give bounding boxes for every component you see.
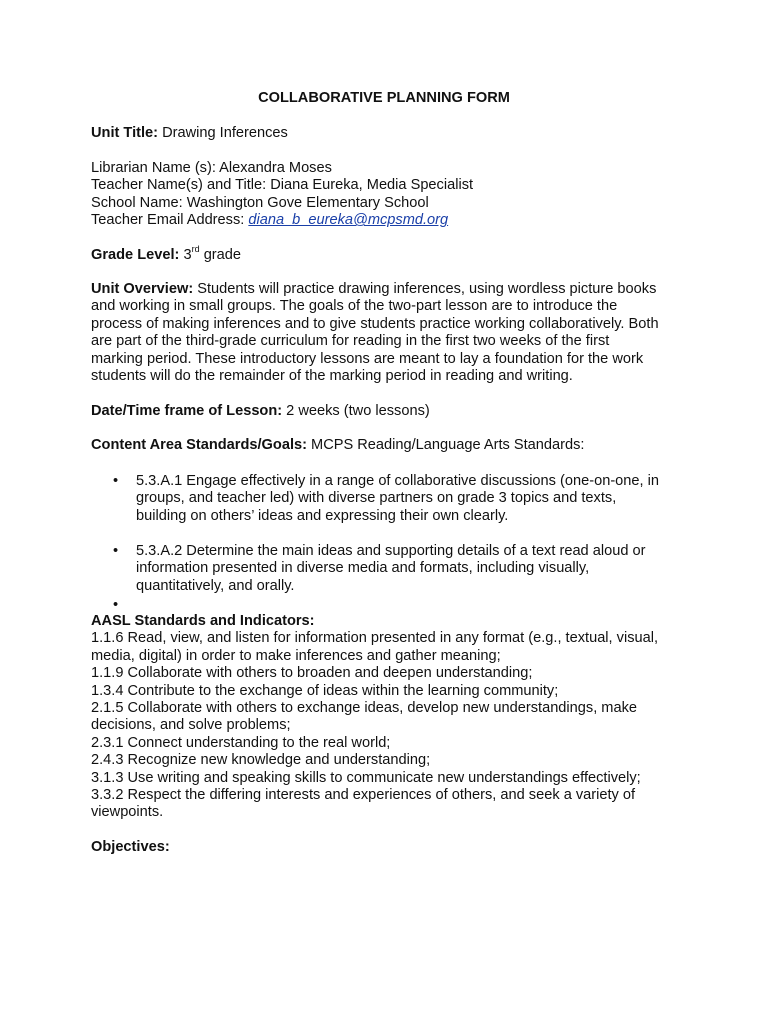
aasl-line: decisions, and solve problems; (91, 717, 291, 734)
aasl-line: 2.4.3 Recognize new knowledge and understanding; (91, 752, 431, 769)
aasl-line: 2.3.1 Connect understanding to the real world; (91, 734, 391, 751)
email-label: Teacher Email Address: (91, 212, 249, 229)
contacts-section (91, 160, 691, 230)
grade-level-suffix: rd (191, 244, 200, 255)
grade-level-label: Grade Level: (91, 247, 180, 263)
grade-level-number: 3 (183, 247, 192, 263)
unit-overview-line: are part of the third-grade curriculum for reading in the first two weeks of the first (91, 333, 610, 350)
unit-title-section (91, 125, 691, 142)
aasl-line: 3.1.3 Use writing and speaking skills to communicate new understandings effectively; (91, 769, 641, 786)
unit-title-value: Drawing Inferences (162, 125, 288, 141)
bullet-line: building on others’ ideas and expressing their own clearly. (136, 507, 509, 524)
bullet-icon: • (113, 543, 119, 559)
unit-overview-label: Unit Overview: (91, 281, 194, 297)
bullet-line: groups, and teacher led) with diverse partners on grade 3 topics and texts, (136, 490, 617, 507)
grade-level-section (91, 244, 691, 264)
objectives-label: Objectives: (91, 839, 170, 855)
unit-title-label: Unit Title: (91, 125, 159, 141)
content-standards-bullets-2 (113, 543, 673, 595)
aasl-line: media, digital) in order to make inferences and gather meaning; (91, 647, 501, 664)
unit-overview-line: process of making inferences and to give students practice working collaboratively. Both (91, 315, 659, 332)
aasl-line: 3.3.2 Respect the differing interests and experiences of others, and seek a variety of (91, 787, 636, 804)
bullet-line: information presented in diverse media and formats, including visually, (136, 560, 590, 577)
content-standards-section (91, 437, 691, 454)
aasl-label: AASL Standards and Indicators: (91, 613, 315, 629)
teacher-name: Teacher Name(s) and Title: Diana Eureka, Media Specialist (91, 177, 474, 194)
content-standards-bullets (113, 473, 673, 525)
timeframe-value: 2 weeks (two lessons) (282, 403, 430, 419)
list-item (113, 543, 673, 595)
unit-overview-line: students will do the remainder of the marking period in reading and writing. (91, 368, 573, 385)
aasl-line: 1.3.4 Contribute to the exchange of ideas within the learning community; (91, 682, 559, 699)
aasl-line: viewpoints. (91, 804, 164, 821)
bullet-icon: • (113, 597, 119, 613)
bullet-line: 5.3.A.2 Determine the main ideas and supporting details of a text read aloud or (136, 543, 646, 559)
bullet-line: quantitatively, and orally. (136, 577, 295, 594)
bullet-icon: • (113, 473, 119, 489)
bullet-line: 5.3.A.1 Engage effectively in a range of collaborative discussions (one-on-one, in (136, 473, 659, 489)
librarian-name: Librarian Name (s): Alexandra Moses (91, 160, 332, 176)
timeframe-label: Date/Time frame of Lesson: (91, 403, 283, 419)
unit-overview-line: marking period. These introductory lessons are meant to lay a foundation for the work (91, 350, 644, 367)
timeframe-section (91, 403, 691, 420)
unit-overview-line: and working in small groups. The goals of the two-part lesson are to introduce the (91, 298, 618, 315)
aasl-section (91, 613, 691, 822)
email-line (91, 212, 691, 229)
grade-level-unit: grade (203, 247, 242, 263)
objectives-section (91, 839, 691, 856)
aasl-line: 1.1.9 Collaborate with others to broaden and deepen understanding; (91, 665, 533, 682)
aasl-line: 1.1.6 Read, view, and listen for information presented in any format (e.g., textual, visual, (91, 630, 659, 647)
list-item (113, 473, 673, 525)
unit-overview-section (91, 281, 691, 385)
email-link[interactable]: diana_b_eureka@mcpsmd.org (248, 212, 449, 229)
school-name: School Name: Washington Gove Elementary School (91, 194, 429, 211)
form-title: COLLABORATIVE PLANNING FORM (258, 90, 510, 106)
aasl-line: 2.1.5 Collaborate with others to exchange ideas, develop new understandings, make (91, 700, 637, 717)
content-standards-value: MCPS Reading/Language Arts Standards: (306, 437, 585, 453)
unit-overview-line: Students will practice drawing inferences, using wordless picture books (193, 281, 657, 297)
content-standards-label: Content Area Standards/Goals: (91, 437, 307, 453)
